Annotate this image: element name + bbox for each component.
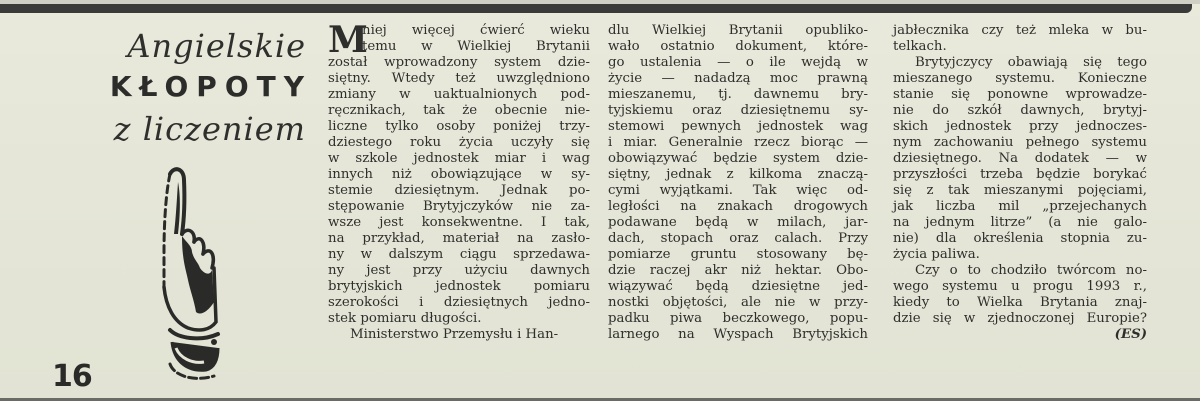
text-line: telkach. (893, 39, 947, 54)
text-line: mieszanego systemu. Konieczne (893, 71, 1147, 86)
text-line: ny jest przy użyciu dawnych (328, 263, 590, 278)
text-line: i miar. Generalnie rzecz biorąc — (608, 135, 868, 150)
drop-cap: M (328, 19, 368, 61)
headline-line-3: z liczeniem (113, 110, 306, 148)
text-line: na przykład, materiał na zasło- (328, 231, 590, 246)
text-line: stemowi pewnych jednostek wag (608, 119, 868, 134)
text-line: dzie raczej akr niż hektar. Obo- (608, 263, 868, 278)
headline-line-1: Angielskie (127, 27, 306, 65)
text-line: życie — nadadzą moc prawną (608, 71, 868, 86)
text-line: pomiarze gruntu stosowany bę- (608, 247, 868, 262)
text-line: wego systemu u progu 1993 r., (893, 279, 1147, 294)
text-line: temu w Wielkiej Brytanii (362, 39, 590, 54)
text-line: Ministerstwo Przemysłu i Han- (350, 327, 559, 342)
text-line: ny w dalszym ciągu sprzedawa- (328, 247, 590, 262)
text-line: życia paliwa. (893, 247, 980, 262)
text-line: dziesiętnego. Na dodatek — w (893, 151, 1147, 166)
text-line: liczne tylko osoby poniżej trzy- (328, 119, 590, 134)
text-line: stek pomiaru długości. (328, 311, 482, 326)
top-rule (0, 4, 1192, 13)
text-line: nie do szkół dawnych, brytyj- (893, 103, 1147, 118)
text-line: nostki objętości, ale nie w przy- (608, 295, 868, 310)
text-line: ległości na znakach drogowych (608, 199, 868, 214)
text-line: stemie dziesiętnym. Jednak po- (328, 183, 590, 198)
text-line: Brytyjczycy obawiają się tego (915, 55, 1147, 70)
text-line: Czy o to chodziło twórcom no- (915, 263, 1147, 278)
text-line: na jednym litrze” (a nie galo- (893, 215, 1147, 230)
text-line: dlu Wielkiej Brytanii opubliko- (608, 23, 868, 38)
text-line: przyszłości trzeba będzie borykać (893, 167, 1147, 182)
text-line: padku piwa beczkowego, popu- (608, 311, 868, 326)
text-line: mieszanemu, tj. dawnemu bry- (608, 87, 868, 102)
text-line: wsze jest konsekwentne. I tak, (328, 215, 590, 230)
text-line: larnego na Wyspach Brytyjskich (608, 327, 868, 342)
text-line: nym zachowaniu pełnego systemu (893, 135, 1147, 150)
text-line: dzie się w zjednoczonej Europie? (893, 311, 1147, 326)
text-line: dach, stopach oraz calach. Przy (608, 231, 868, 246)
text-line: brytyjskich jednostek pomiaru (328, 279, 590, 294)
pointing-hand-icon (148, 162, 248, 387)
text-line: jak liczba mil „przejechanych (893, 199, 1147, 214)
text-line: został wprowadzony system dzie- (328, 55, 590, 70)
text-line: w szkole jednostek miar i wag (328, 151, 590, 166)
text-line: dziestego roku życia uczyły się (328, 135, 590, 150)
text-line: go ustalenia — o ile wejdą w (608, 55, 868, 70)
text-line: zmiany w uaktualnionych pod- (328, 87, 590, 102)
headline (40, 26, 312, 150)
text-line: siętny. Wtedy też uwzględniono (328, 71, 590, 86)
text-line: podawane będą w milach, jar- (608, 215, 868, 230)
headline-line-2: KŁOPOTY (109, 70, 312, 103)
text-line: niej więcej ćwierć wieku (362, 23, 590, 38)
article-column-3 (893, 23, 1147, 343)
article-column-2 (608, 23, 868, 343)
text-line: tyjskiemu oraz dziesiętnemu sy- (608, 103, 868, 118)
text-line: się z tak mieszanymi pojęciami, (893, 183, 1147, 198)
text-line: obowiązywać będzie system dzie- (608, 151, 868, 166)
author-signature: (ES) (1114, 327, 1147, 342)
text-line: szerokości i dziesiętnych jedno- (328, 295, 590, 310)
text-line: ręcznikach, tak że obecnie nie- (328, 103, 590, 118)
text-line: siętny, jednak z kilkoma znaczą- (608, 167, 868, 182)
text-line: wało ostatnio dokument, które- (608, 39, 868, 54)
text-line: cymi wyjątkami. Tak więc od- (608, 183, 868, 198)
text-line: stanie się ponowne wprowadze- (893, 87, 1147, 102)
text-line: innych niż obowiązujące w sy- (328, 167, 590, 182)
text-line: nie) dla określenia stopnia zu- (893, 231, 1147, 246)
text-line: skich jednostek przy jednoczes- (893, 119, 1147, 134)
article-column-1 (328, 19, 590, 343)
text-line: kiedy to Wielka Brytania znaj- (893, 295, 1147, 310)
page-number: 16 (52, 359, 92, 394)
text-line: jabłecznika czy też mleka w bu- (893, 23, 1147, 38)
text-line: wiązywać będą dziesiętne jed- (608, 279, 868, 294)
text-line: stępowanie Brytyjczyków nie za- (328, 199, 590, 214)
